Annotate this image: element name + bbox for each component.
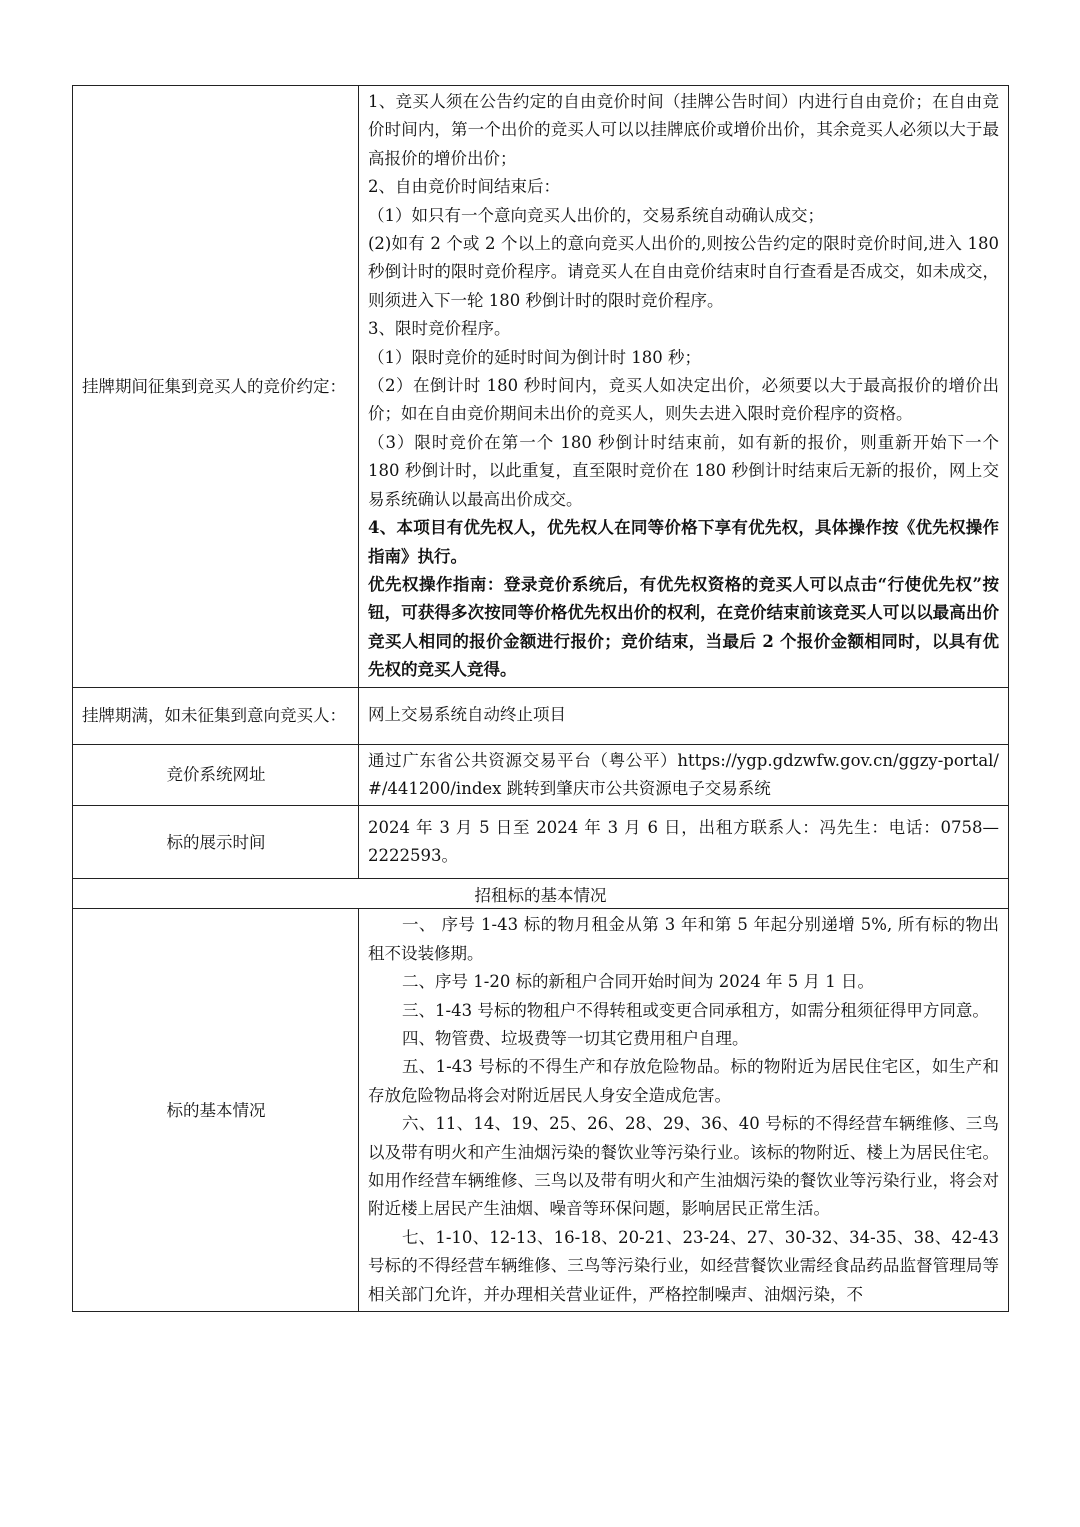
table-row [73, 909, 1009, 1312]
bidding-rule-line: 3、限时竞价程序。 [368, 319, 511, 339]
display-time-label: 标的展示时间 [73, 806, 359, 879]
website-value: 通过广东省公共资源交易平台（粤公平）https://ygp.gdzwfw.gov.cn/ggzy-portal/#/441200/index 跳转到肇庆市公共资源电子交易系统 [359, 744, 1009, 806]
basic-info-value [359, 909, 1009, 1312]
expiry-value: 网上交易系统自动终止项目 [359, 687, 1009, 744]
basic-info-paragraph: 一、 序号 1-43 标的物月租金从第 3 年和第 5 年起分别递增 5%, 所有标的物出租不设装修期。 [368, 915, 999, 963]
basic-info-paragraph: 五、1-43 号标的不得生产和存放危险物品。标的物附近为居民住宅区，如生产和存放危险物品将会对附近居民人身安全造成危害。 [368, 1057, 999, 1105]
basic-info-paragraph: 二、序号 1-20 标的新租户合同开始时间为 2024 年 5 月 1 日。 [402, 972, 875, 992]
table-row [73, 86, 1009, 688]
bidding-rule-line: （1）如只有一个意向竞买人出价的，交易系统自动确认成交； [368, 205, 824, 225]
bidding-rules-label: 挂牌期间征集到竞买人的竞价约定： [73, 86, 359, 688]
table-row [73, 687, 1009, 744]
bidding-rule-line: (2)如有 2 个或 2 个以上的意向竞买人出价的,则按公告约定的限时竞价时间,进入 180 秒倒计时的限时竞价程序。请竞买人在自由竞价结束时自行查看是否成交，如未成交，则须进入下一轮 180 秒倒计时的限时竞价程序。 [368, 234, 999, 310]
display-time-value: 2024 年 3 月 5 日至 2024 年 3 月 6 日，出租方联系人：冯先生：电话：0758—2222593。 [359, 806, 1009, 879]
basic-info-label: 标的基本情况 [73, 909, 359, 1312]
bidding-rule-line: 2、自由竞价时间结束后： [368, 177, 560, 197]
bidding-rule-line: （2）在倒计时 180 秒时间内，竞买人如决定出价，必须要以大于最高报价的增价出价；如在自由竞价期间未出价的竞买人，则失去进入限时竞价程序的资格。 [368, 376, 999, 424]
priority-guide-line: 优先权操作指南：登录竞价系统后，有优先权资格的竞买人可以点击“行使优先权”按钮，可获得多次按同等价格优先权出价的权利，在竞价结束前该竞买人可以以最高出价竞买人相同的报价金额进行报价；竞价结束，当最后 2 个报价金额相同时，以具有优先权的竞买人竞得。 [368, 574, 999, 680]
section-title: 招租标的基本情况 [73, 879, 1009, 909]
expiry-label: 挂牌期满，如未征集到意向竞买人： [73, 687, 359, 744]
table-row [73, 879, 1009, 909]
announcement-table [72, 85, 1009, 1312]
bidding-rules-value [359, 86, 1009, 688]
bidding-rule-line: （3）限时竞价在第一个 180 秒倒计时结束前，如有新的报价，则重新开始下一个 180 秒倒计时，以此重复，直至限时竞价在 180 秒倒计时结束后无新的报价，网上交易系统确认以最高出价成交。 [368, 432, 999, 509]
table-row [73, 744, 1009, 806]
bidding-rule-line: （1）限时竞价的延时时间为倒计时 180 秒； [368, 347, 701, 367]
basic-info-paragraph: 四、物管费、垃圾费等一切其它费用租户自理。 [402, 1028, 749, 1048]
table-row [73, 806, 1009, 879]
bidding-rule-line: 1、竞买人须在公告约定的自由竞价时间（挂牌公告时间）内进行自由竞价；在自由竞价时间内，第一个出价的竞买人可以以挂牌底价或增价出价，其余竞买人必须以大于最高报价的增价出价； [368, 92, 999, 168]
basic-info-paragraph: 六、11、14、19、25、26、28、29、36、40 号标的不得经营车辆维修、三鸟以及带有明火和产生油烟污染的餐饮业等污染行业。该标的物附近、楼上为居民住宅。如用作经营车辆维修、三鸟以及带有明火和产生油烟污染的餐饮业等污染行业，将会对附近楼上居民产生油烟、噪音等环保问题，影响居民正常生活。 [368, 1114, 999, 1219]
priority-rule-line: 4、本项目有优先权人，优先权人在同等价格下享有优先权，具体操作按《优先权操作指南》执行。 [368, 518, 999, 566]
website-label: 竞价系统网址 [73, 744, 359, 806]
basic-info-paragraph: 三、1-43 号标的物租户不得转租或变更合同承租方，如需分租须征得甲方同意。 [402, 1000, 989, 1020]
basic-info-paragraph: 七、1-10、12-13、16-18、20-21、23-24、27、30-32、34-35、38、42-43 号标的不得经营车辆维修、三鸟等污染行业，如经营餐饮业需经食品药品监督管理局等相关部门允许，并办理相关营业证件，严格控制噪声、油烟污染，不 [368, 1227, 999, 1304]
